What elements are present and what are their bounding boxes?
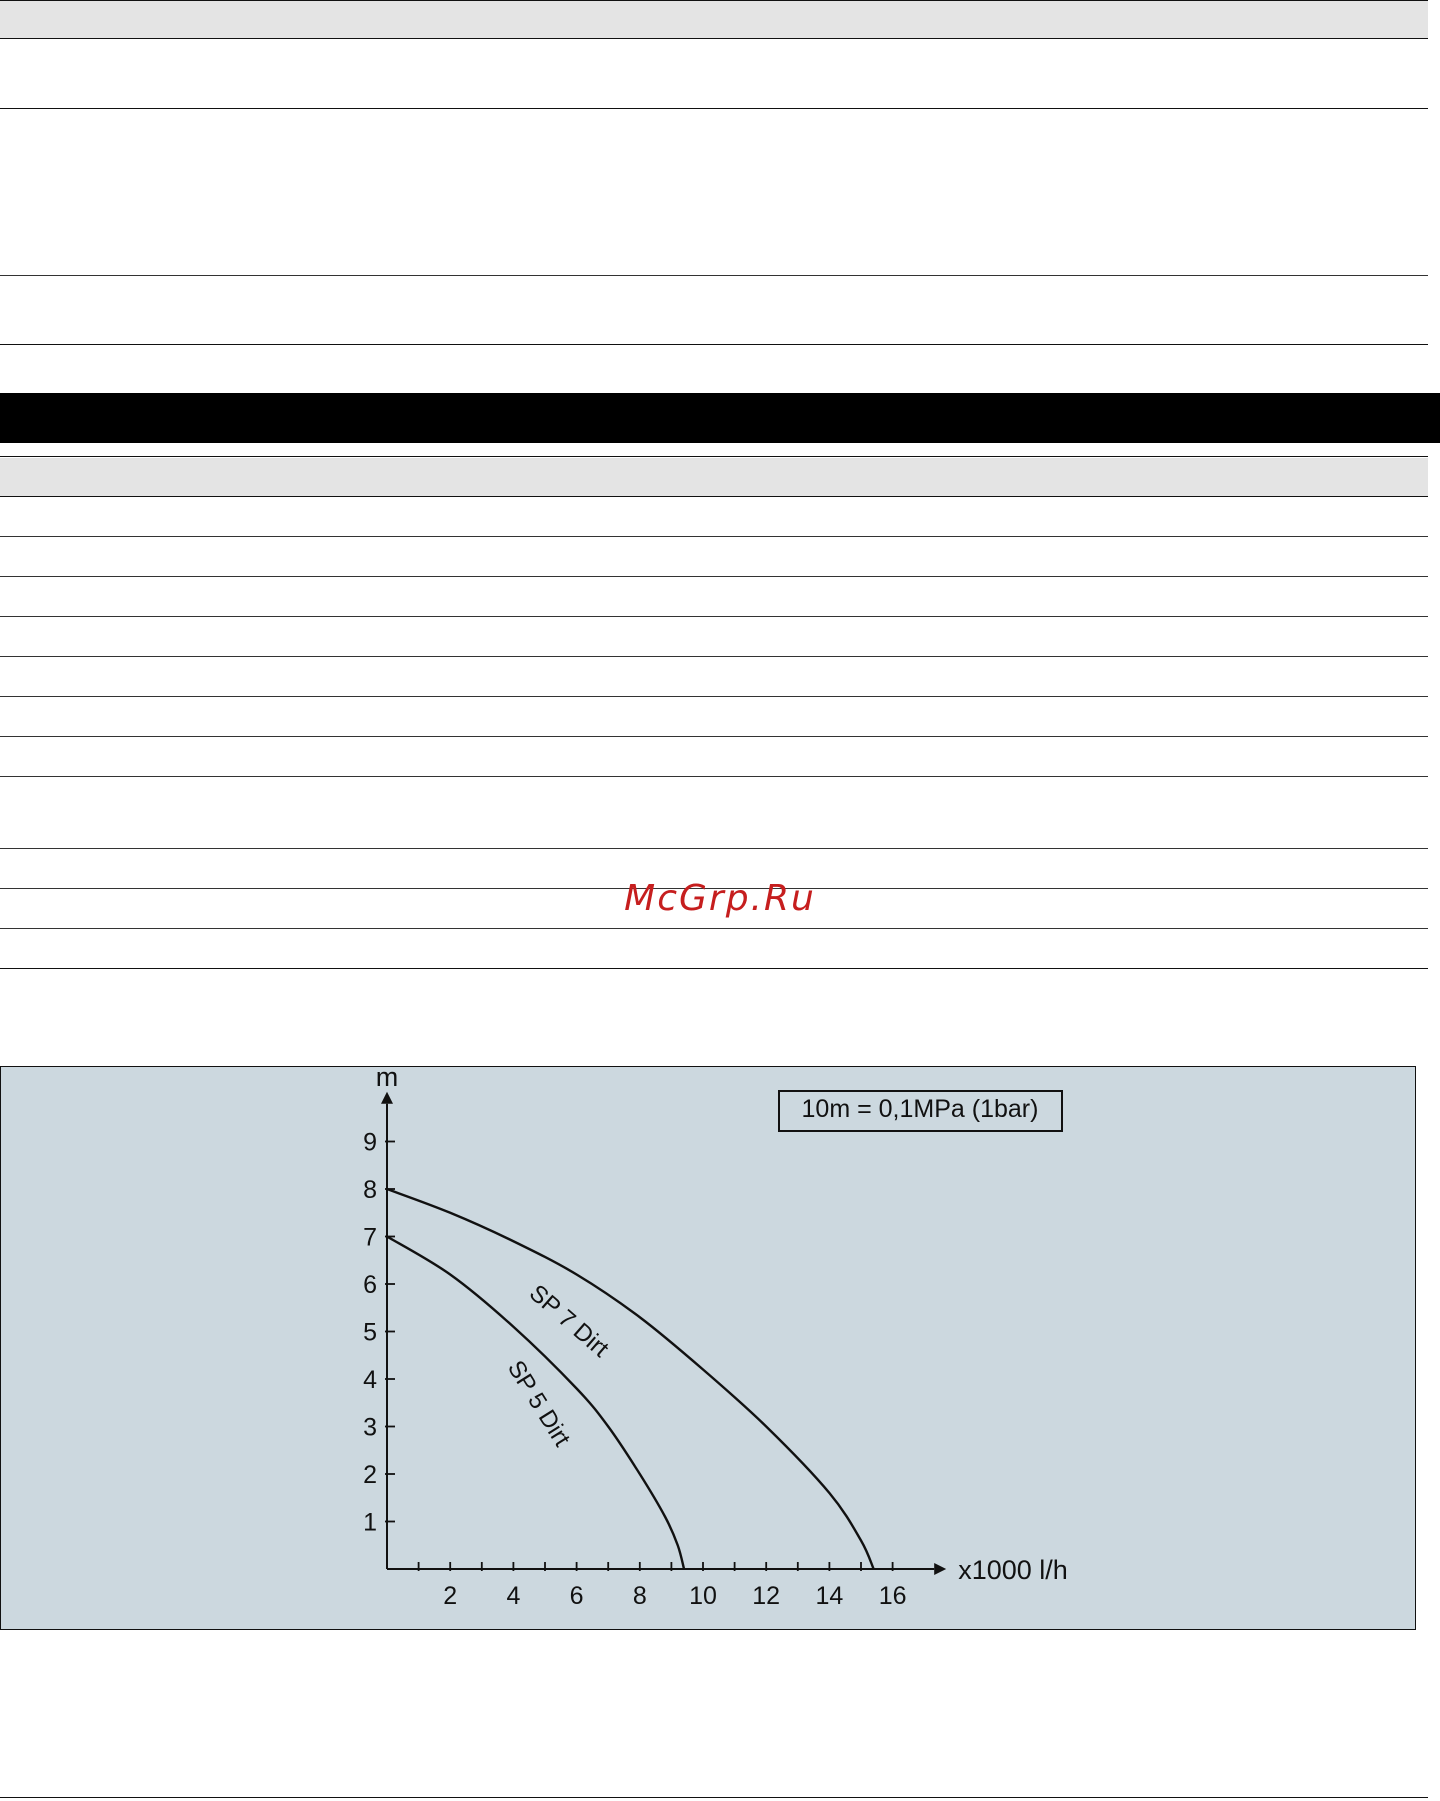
x-tick-label: 12	[752, 1582, 781, 1610]
x-tick-label: 10	[689, 1582, 717, 1610]
rule	[0, 776, 1428, 777]
x-tick-label: 6	[569, 1582, 584, 1610]
y-tick-label: 6	[363, 1271, 377, 1299]
rule	[0, 656, 1428, 657]
series-label: SP 5 Dirt	[501, 1355, 576, 1452]
x-tick-label: 16	[878, 1582, 907, 1610]
y-tick-label: 8	[363, 1176, 377, 1204]
x-tick-label: 8	[632, 1582, 647, 1610]
section-band	[0, 393, 1440, 443]
ticks	[385, 1142, 893, 1572]
pump-curve-chart	[1, 1067, 1417, 1631]
y-tick-label: 1	[363, 1508, 377, 1537]
rule	[0, 696, 1428, 697]
curves	[387, 1189, 874, 1569]
watermark: McGrp.Ru	[624, 878, 816, 919]
rule	[0, 928, 1428, 929]
y-axis-arrow	[381, 1092, 393, 1104]
rule	[0, 496, 1428, 497]
curve-sp-7-dirt	[387, 1189, 874, 1569]
x-tick-label: 14	[815, 1582, 844, 1610]
rule	[0, 848, 1428, 849]
y-tick-label: 5	[363, 1318, 377, 1347]
rule	[0, 576, 1428, 577]
y-tick-label: 4	[363, 1366, 377, 1394]
chart-panel	[0, 1066, 1416, 1630]
axes	[381, 1092, 946, 1575]
y-tick-label: 7	[363, 1223, 377, 1252]
rule	[0, 344, 1428, 345]
rule	[0, 0, 1428, 1]
x-axis-arrow	[934, 1563, 946, 1575]
rule	[0, 968, 1428, 969]
rule	[0, 616, 1428, 617]
rule	[0, 108, 1428, 109]
top-table-header	[0, 0, 1428, 38]
rule	[0, 736, 1428, 737]
rule	[0, 456, 1428, 457]
series-label: SP 7 Dirt	[523, 1279, 614, 1363]
y-tick-label: 3	[363, 1413, 377, 1442]
x-axis-label: x1000 l/h	[958, 1555, 1068, 1585]
rule	[0, 1797, 1428, 1798]
y-tick-label: 9	[363, 1128, 377, 1157]
labels	[363, 1067, 1068, 1610]
rule	[0, 536, 1428, 537]
x-tick-label: 2	[443, 1582, 458, 1610]
y-axis-label: m	[375, 1067, 399, 1092]
conversion-note: 10m = 0,1MPa (1bar)	[801, 1095, 1039, 1123]
spec-table-header	[0, 458, 1428, 496]
rule	[0, 38, 1428, 39]
x-tick-label: 4	[506, 1582, 521, 1610]
y-tick-label: 2	[363, 1461, 377, 1489]
rule	[0, 275, 1428, 276]
